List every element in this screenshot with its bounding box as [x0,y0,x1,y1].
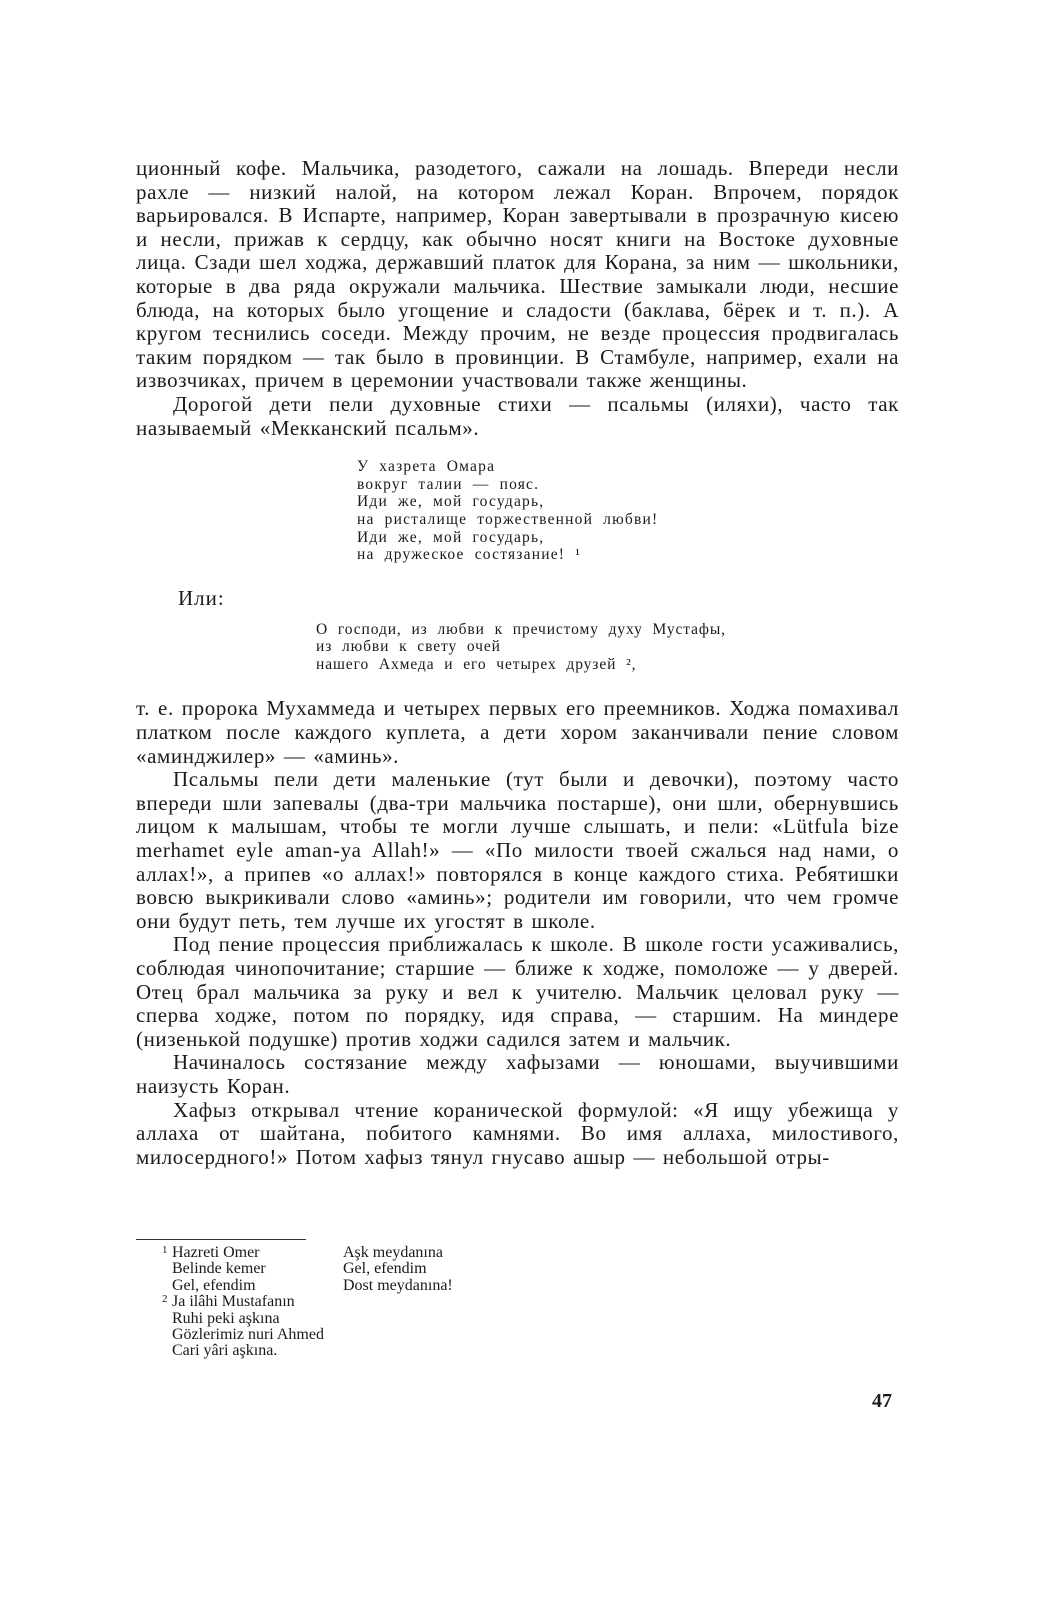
paragraph: Дорогой дети пели духовные стихи — псальмы (иляхи), часто так называемый «Мекканский псальм». [136,391,899,440]
or-label: Или: [178,585,225,610]
poem-line: Иди же, мой государь, [357,493,545,511]
footnote-text: Ruhi peki aşkına [172,1309,280,1327]
footnote-text: Dost meydanına! [343,1276,453,1294]
paragraph: Начиналось состязание между хафызами — юношами, выучившими наизусть Коран. [136,1050,899,1098]
poem-line: У хазрета Омара [357,458,496,476]
footnote-mark: 1 [162,1244,168,1256]
paragraph: Под пение процессия приближалась к школе. В школе гости усаживались, соблюдая чинопочитание; старшие — ближе к ходже, помоложе — у дверей. Отец брал мальчика за руку и вел к учителю. Мальчик целовал руку — сперва ходже, потом по порядку, идя справа, — старшим. На миндере (низенькой подушке) против ходжи садился затем и мальчик. [136,932,899,1051]
poem-mustafa [316,621,899,674]
footnote-text: Cari yâri aşkına. [172,1342,278,1360]
paragraph: ционный кофе. Мальчика, разодетого, сажали на лошадь. Впереди несли рахле — низкий налой, на котором лежал Коран. Впрочем, порядок варьировался. В Испарте, например, Коран завертывали в прозрачную кисею и несли, прижав к сердцу, как обычно носят книги на Востоке духовные лица. Сзади шел ходжа, державший платок для Корана, за ним — школьники, которые в два ряда окружали мальчика. Шествие замыкали люди, несшие блюда, на которых было угощение и сладости (баклава, бёрек и т. п.). А кругом теснились соседи. Между прочим, не везде процессия продвигалась таким порядком — так было в провинции. В Стамбуле, например, ехали на извозчиках, причем в церемонии участвовали также женщины. [136,156,899,393]
footnote-text: Ja ilâhi Mustafanın [172,1293,295,1311]
paragraph: Хафыз открывал чтение коранической формулой: «Я ищу убежища у аллаха от шайтана, побитого камнями. Во имя аллаха, милостивого, милосердного!» Потом хафыз тянул гнусаво ашыр — небольшой отры- [136,1097,899,1169]
poem-line: нашего Ахмеда и его четырех друзей ², [316,655,637,673]
poem-line: О господи, из любви к пречистому духу Мустафы, [316,620,726,638]
footnote-text: Belinde kemer [172,1260,266,1278]
page-number: 47 [872,1390,892,1412]
footnote-mark: 2 [162,1293,168,1306]
footnote-text: Hazreti Omer [172,1244,260,1261]
footnote-row [172,1261,453,1277]
footnote-text: Aşk meydanına [343,1244,443,1261]
poem-line: Иди же, мой государь, [357,528,545,546]
footnote-2 [162,1293,453,1360]
footnote-rule [136,1239,306,1240]
poem-line: на ристалище торжественной любви! [357,510,659,528]
poem-line: на дружеское состязание! ¹ [357,546,582,564]
poem-omar [357,458,899,564]
paragraph: Псальмы пели дети маленькие (тут были и девочки), поэтому часто впереди шли запевалы (два-три мальчика постарше), они шли, обернувшись лицом к малышам, чтобы те могли лучше слышать, и пели: «Lütfula bize merhamet eyle aman-ya Allah!» — «По милости твоей сжалься над нами, о аллах!», а припев «о аллах!» повторялся в конце каждого стиха. Ребятишки вовсю выкрикивали слово «аминь»; родители им говорили, что чем громче они будут петь, тем лучше их угостят в школе. [136,767,899,933]
continued-text [136,697,899,1169]
footnotes [162,1244,453,1360]
main-text [136,157,899,1169]
footnote-1 [162,1244,453,1294]
footnote-text: Gözlerimiz nuri Ahmed [172,1326,324,1344]
paragraph: т. е. пророка Мухаммеда и четырех первых его преемников. Ходжа помахивал платком после каждого куплета, а дети хором заканчивали пение словом «аминджилер» — «аминь». [136,696,899,768]
poem-line: из любви к свету очей [316,638,501,656]
footnote-text: Gel, efendim [343,1260,427,1278]
footnote-row [172,1245,453,1261]
footnote-row [172,1278,453,1294]
footnote-text: Gel, efendim [172,1276,256,1294]
poem-line: вокруг талии — пояс. [357,475,540,493]
